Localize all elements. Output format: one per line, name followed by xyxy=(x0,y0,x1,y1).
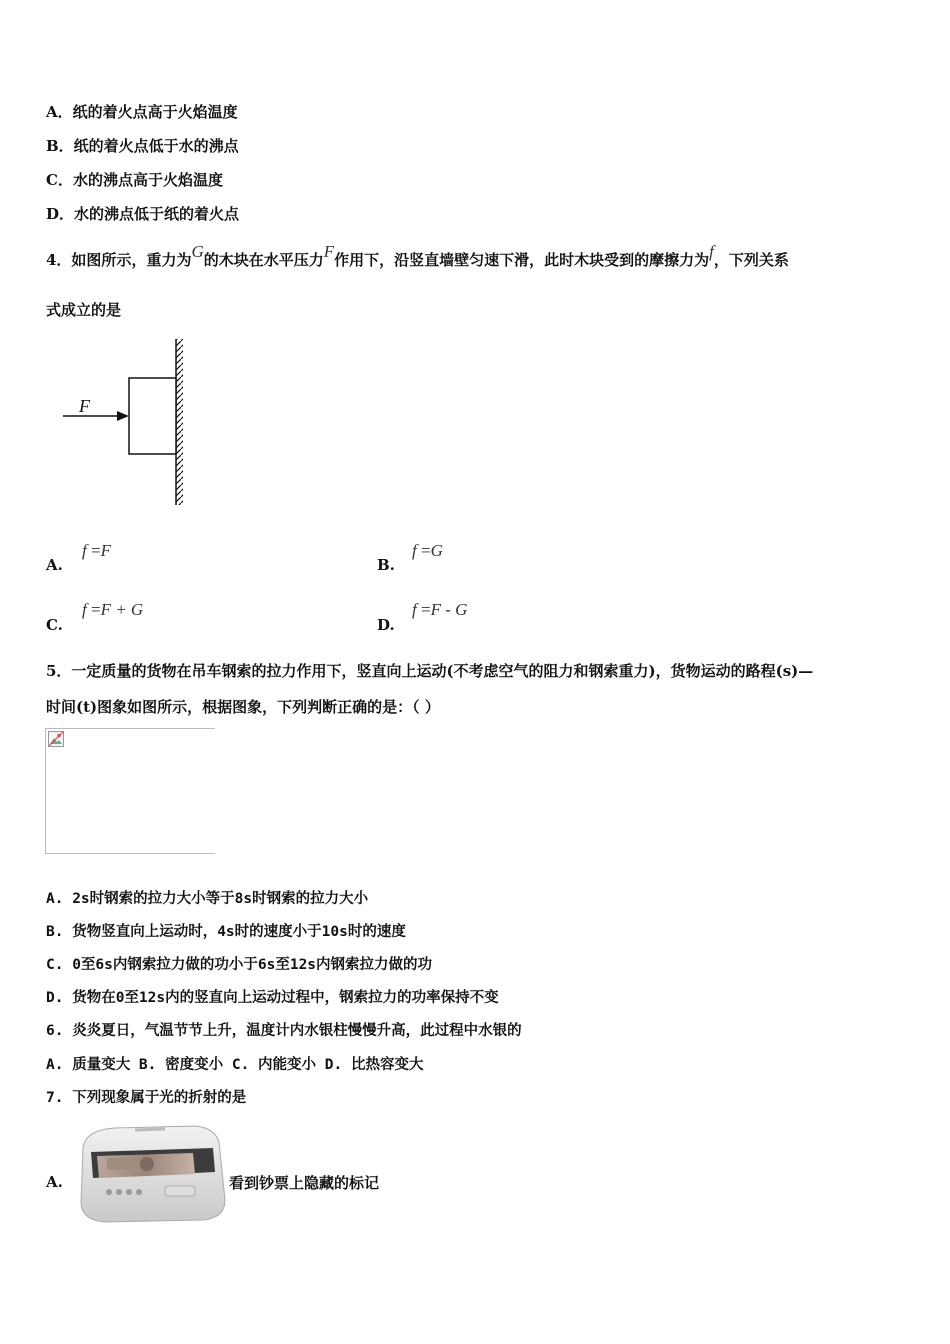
q4-symbol-f-friction: f xyxy=(709,242,714,261)
q4-option-d-formula: f =F - G xyxy=(412,600,468,619)
wooden-block xyxy=(129,378,176,454)
q4-option-c-letter: C. xyxy=(46,616,63,634)
q5-option-d: D. 货物在0至12s内的竖直向上运动过程中，钢索拉力的功率保持不变 xyxy=(46,990,499,1006)
q7-option-a-letter: A. xyxy=(46,1173,63,1191)
q7-option-a-text: 看到钞票上隐藏的标记 xyxy=(229,1174,380,1192)
q4-option-c-formula: f =F + G xyxy=(82,600,144,619)
q4-stem-part3: 作用下，沿竖直墙壁匀速下滑，此时木块受到的摩擦力为 xyxy=(334,251,710,269)
q3-option-a: A．纸的着火点高于火焰温度 xyxy=(46,103,238,121)
q5-option-b: B. 货物竖直向上运动时，4s时的速度小于10s时的速度 xyxy=(46,924,406,940)
q4-symbol-f-force: F xyxy=(323,242,335,261)
q4-option-a-letter: A. xyxy=(46,556,63,574)
q5-option-c: C. 0至6s内钢索拉力做的功小于6s至12s内钢索拉力做的功 xyxy=(46,957,433,973)
q4-symbol-g: G xyxy=(191,242,204,261)
q4-option-b-letter: B. xyxy=(377,556,395,574)
q6-stem: 6. 炎炎夏日，气温节节上升，温度计内水银柱慢慢升高，此过程中水银的 xyxy=(46,1023,522,1039)
q7-stem: 7. 下列现象属于光的折射的是 xyxy=(46,1090,247,1106)
force-label: F xyxy=(79,396,90,416)
q3-option-c: C．水的沸点高于火焰温度 xyxy=(46,171,223,189)
q4-stem xyxy=(46,242,789,270)
currency-detector-image xyxy=(75,1120,230,1225)
q5-stem-line2: 时间(t)图象如图所示，根据图象，下列判断正确的是：（ ） xyxy=(46,698,440,716)
q4-option-b-formula: f =G xyxy=(412,541,443,560)
q5-option-a: A. 2s时钢索的拉力大小等于8s时钢索的拉力大小 xyxy=(46,891,369,907)
q4-stem-line2: 式成立的是 xyxy=(46,301,122,319)
q4-wall-block-figure xyxy=(55,335,195,510)
q4-stem-part2: 的木块在水平压力 xyxy=(203,251,324,269)
q5-graph-image-placeholder xyxy=(45,728,215,854)
broken-image-icon xyxy=(48,731,64,747)
q4-stem-part4: ，下列关系 xyxy=(713,251,789,269)
q4-stem-part1: 4．如图所示，重力为 xyxy=(46,251,192,269)
q4-option-d-letter: D. xyxy=(377,616,395,634)
q3-option-d: D．水的沸点低于纸的着火点 xyxy=(46,205,240,223)
wall-hatching xyxy=(176,339,183,505)
force-arrow-head xyxy=(117,411,129,421)
q5-stem-line1: 5．一定质量的货物在吊车钢索的拉力作用下，竖直向上运动(不考虑空气的阻力和钢索重力)，货物运动的路程(s)— xyxy=(46,662,814,680)
q4-option-a-formula: f =F xyxy=(82,541,111,560)
q3-option-b: B．纸的着火点低于水的沸点 xyxy=(46,137,239,155)
q6-options: A. 质量变大 B. 密度变小 C. 内能变小 D. 比热容变大 xyxy=(46,1057,424,1073)
